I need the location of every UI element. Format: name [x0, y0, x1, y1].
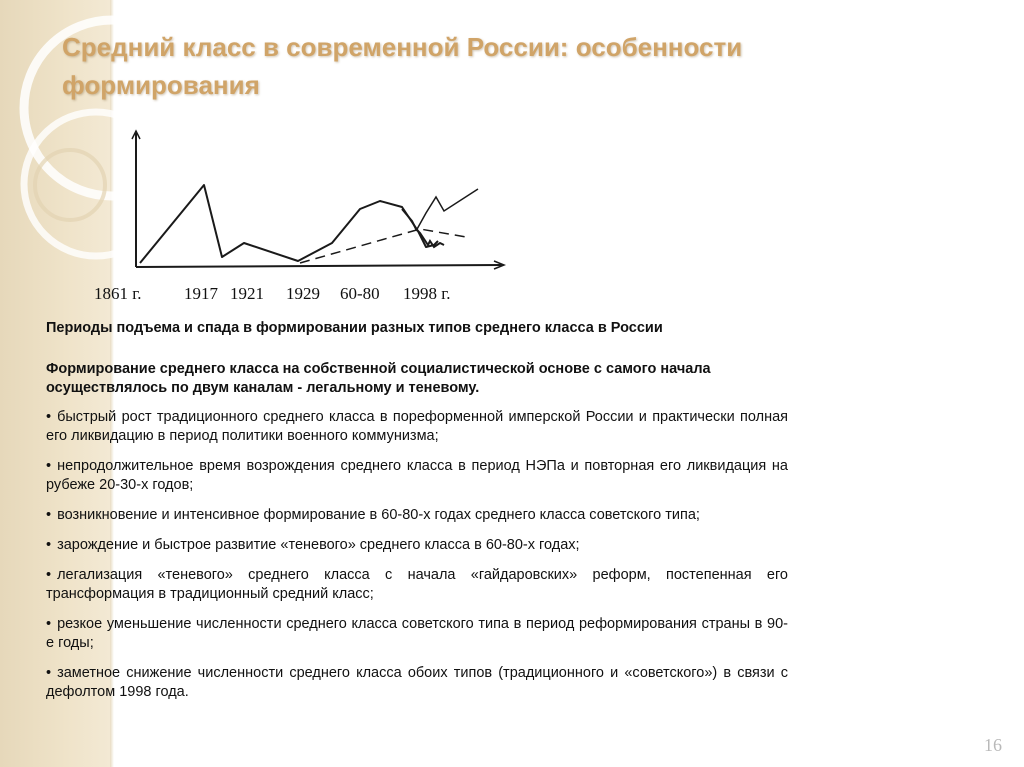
bullet-text: быстрый рост традиционного среднего класса в пореформенной имперской России и практически полная его ликвидацию в период политики военного коммунизма; [46, 409, 788, 444]
chart-year-60-80: 60-80 [340, 284, 380, 303]
bullet-dot-icon: • [46, 567, 52, 583]
bullet-item [46, 615, 788, 653]
bullet-text: зарождение и быстрое развитие «теневого» среднего класса в 60-80-х годах; [57, 537, 580, 553]
middle-class-trend-chart [120, 125, 510, 275]
chart-traditional-line [140, 185, 438, 263]
bullet-dot-icon: • [46, 537, 52, 553]
bullet-dot-icon: • [46, 458, 52, 474]
chart-year-1921: 1921 [230, 284, 264, 303]
periods-bullet-list [46, 408, 788, 713]
chart-caption: Периоды подъема и спада в формировании разных типов среднего класса в России [46, 320, 663, 336]
bullet-dot-icon: • [46, 507, 52, 523]
bullet-item [46, 664, 788, 702]
bullet-text: легализация «теневого» среднего класса с начала «гайдаровских» реформ, постепенная его трансформация в традиционный средний класс; [46, 567, 788, 602]
intro-paragraph: Формирование среднего класса на собственной социалистической основе с самого начала осуществлялось по двум каналам - легальному и теневому. [46, 361, 711, 396]
bullet-item [46, 536, 788, 555]
chart-x-axis [136, 265, 502, 267]
bullet-item [46, 506, 788, 525]
bullet-dot-icon: • [46, 616, 52, 632]
bullet-item [46, 566, 788, 604]
page-number: 16 [984, 735, 1002, 755]
bullet-text: резкое уменьшение численности среднего класса советского типа в период реформирования страны в 90-е годы; [46, 616, 788, 651]
bullet-item [46, 457, 788, 495]
bullet-item [46, 408, 788, 446]
chart-year-1917: 1917 [184, 284, 218, 303]
bullet-dot-icon: • [46, 409, 52, 425]
chart-year-1998: 1998 г. [403, 284, 451, 303]
bullet-text: заметное снижение численности среднего класса обоих типов (традиционного и «советского») в связи с дефолтом 1998 года. [46, 665, 788, 700]
bullet-text: возникновение и интенсивное формирование в 60-80-х годах среднего класса советского типа; [57, 507, 700, 523]
chart-year-1929: 1929 [286, 284, 320, 303]
chart-legalized-line [416, 189, 478, 231]
bullet-dot-icon: • [46, 665, 52, 681]
slide-title: Средний класс в современной России: особенности формирования [62, 32, 743, 100]
chart-year-1861: 1861 г. [94, 284, 142, 303]
bullet-text: непродолжительное время возрождения среднего класса в период НЭПа и повторная его ликвидация на рубеже 20-30-х годов; [46, 458, 788, 493]
